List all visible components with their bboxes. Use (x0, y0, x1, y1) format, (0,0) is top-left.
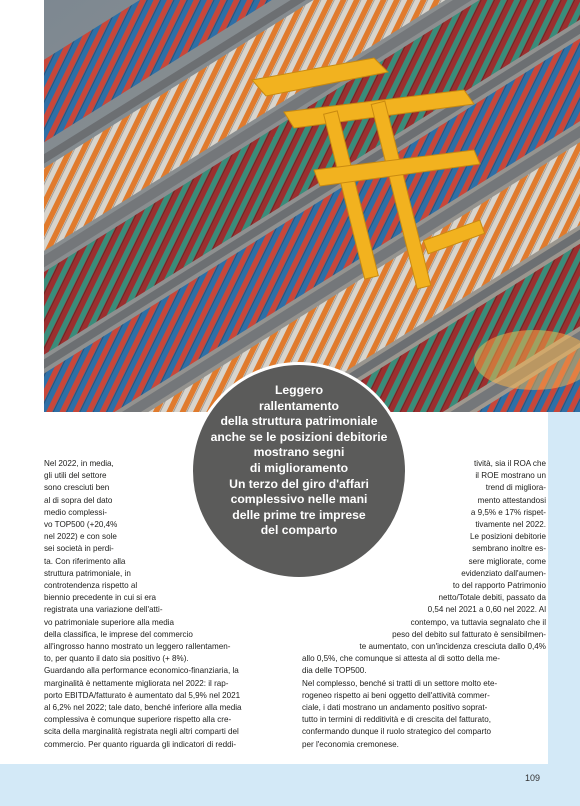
body-line: netto/Totale debiti, passato da (438, 593, 546, 603)
body-line: allo 0,5%, che comunque si attesta al di sotto della me- (302, 654, 500, 664)
right-text-column (302, 458, 546, 751)
body-line: scita della marginalità registrata negli altri comparti del (44, 727, 239, 737)
body-line: tivamente nel 2022. (475, 520, 546, 530)
callout-line: complessivo nelle mani (230, 492, 368, 507)
body-line: mento attestandosi (477, 495, 546, 505)
body-line: contempo, va tuttavia segnalato che il (410, 617, 546, 627)
body-line: all'ingrosso hanno mostrato un leggero rallentamen- (44, 642, 231, 652)
body-line: nel 2022) e con sole (44, 532, 117, 542)
body-line: marginalità è nettamente migliorata nel 2022: il rap- (44, 678, 229, 688)
callout-line: della struttura patrimoniale (220, 414, 378, 429)
body-line: sembrano inoltre es- (472, 544, 546, 554)
body-line: to, per quanto il dato sia positivo (+ 8%). (44, 654, 189, 664)
body-line: sere migliorate, come (468, 556, 546, 566)
callout-line: rallentamento (259, 398, 339, 413)
body-line: to del rapporto Patrimonio (452, 581, 546, 591)
body-line: porto EBITDA/fatturato è aumentato dal 5,9% nel 2021 (44, 690, 241, 700)
body-line: Le posizioni debitorie (469, 532, 546, 542)
callout-line: Leggero (274, 383, 324, 397)
body-line: tività, sia il ROA che (474, 459, 546, 468)
body-line: sei società in perdi- (44, 544, 114, 554)
body-line: tutto in termini di redditività e di crescita del fatturato, (302, 715, 491, 725)
body-line: biennio precedente in cui si era (44, 593, 157, 603)
body-line: ciale, i dati mostrano un andamento positivo soprat- (302, 703, 488, 713)
body-line: Nel 2022, in media, (44, 459, 114, 468)
left-text-column (44, 458, 306, 751)
callout-line: anche se le posizioni debitorie (210, 429, 388, 444)
callout-line: Un terzo del giro d'affari (229, 476, 369, 491)
body-line: complessiva è comunque superiore rispetto alla cre- (44, 715, 232, 725)
callout-line: mostrano segni (253, 445, 345, 460)
body-line: te aumentato, con un'incidenza cresciuta dallo 0,4% (359, 642, 546, 652)
body-line: gli utili del settore (44, 471, 107, 481)
body-line: per l'economia cremonese. (302, 739, 399, 749)
callout-line: di miglioramento (249, 460, 349, 475)
body-line: rogeneo rispetto ai beni oggetto dell'attività commer- (302, 690, 490, 700)
body-line: registrata una variazione dell'atti- (44, 605, 163, 615)
body-line: vo patrimoniale superiore alla media (44, 617, 175, 627)
body-line: vo TOP500 (+20,4% (44, 520, 118, 530)
body-line: confermando dunque il ruolo strategico del comparto (302, 727, 491, 737)
body-line: controtendenza rispetto al (44, 581, 138, 591)
body-line: Guardando alla performance economico-finanziaria, la (44, 666, 239, 676)
body-line: 0,54 nel 2021 a 0,60 nel 2022. Al (427, 605, 546, 615)
body-line: al di sopra del dato (44, 495, 113, 505)
footer-band (0, 764, 580, 806)
body-line: della classifica, le imprese del commercio (44, 629, 193, 639)
side-decorative-band (548, 412, 580, 764)
container-yard-illustration (44, 0, 580, 412)
body-line: Nel complesso, benché si tratti di un settore molto ete- (302, 678, 498, 688)
body-line: dia delle TOP500. (302, 666, 367, 676)
body-line: evidenziato dall'aumen- (461, 568, 546, 578)
body-line: ta. Con riferimento alla (44, 556, 126, 566)
container-terminal-photo (44, 0, 580, 412)
body-line: commercio. Per quanto riguarda gli indicatori di reddi- (44, 739, 237, 749)
body-line: a 9,5% e 17% rispet- (470, 507, 546, 517)
body-line: peso del debito sul fatturato è sensibilmen- (392, 629, 546, 639)
body-line: medio complessi- (44, 507, 107, 517)
body-line: il ROE mostrano un (475, 471, 546, 481)
body-line: sono cresciuti ben (44, 483, 110, 493)
callout-line: delle prime tre imprese (232, 507, 366, 522)
body-line: al 6,2% nel 2022; tale dato, benché inferiore alla media (44, 703, 242, 713)
body-line: trend di migliora- (485, 483, 546, 493)
page-number: 109 (524, 773, 540, 783)
callout-line: del comparto (260, 523, 338, 538)
body-line: struttura patrimoniale, in (44, 568, 131, 578)
